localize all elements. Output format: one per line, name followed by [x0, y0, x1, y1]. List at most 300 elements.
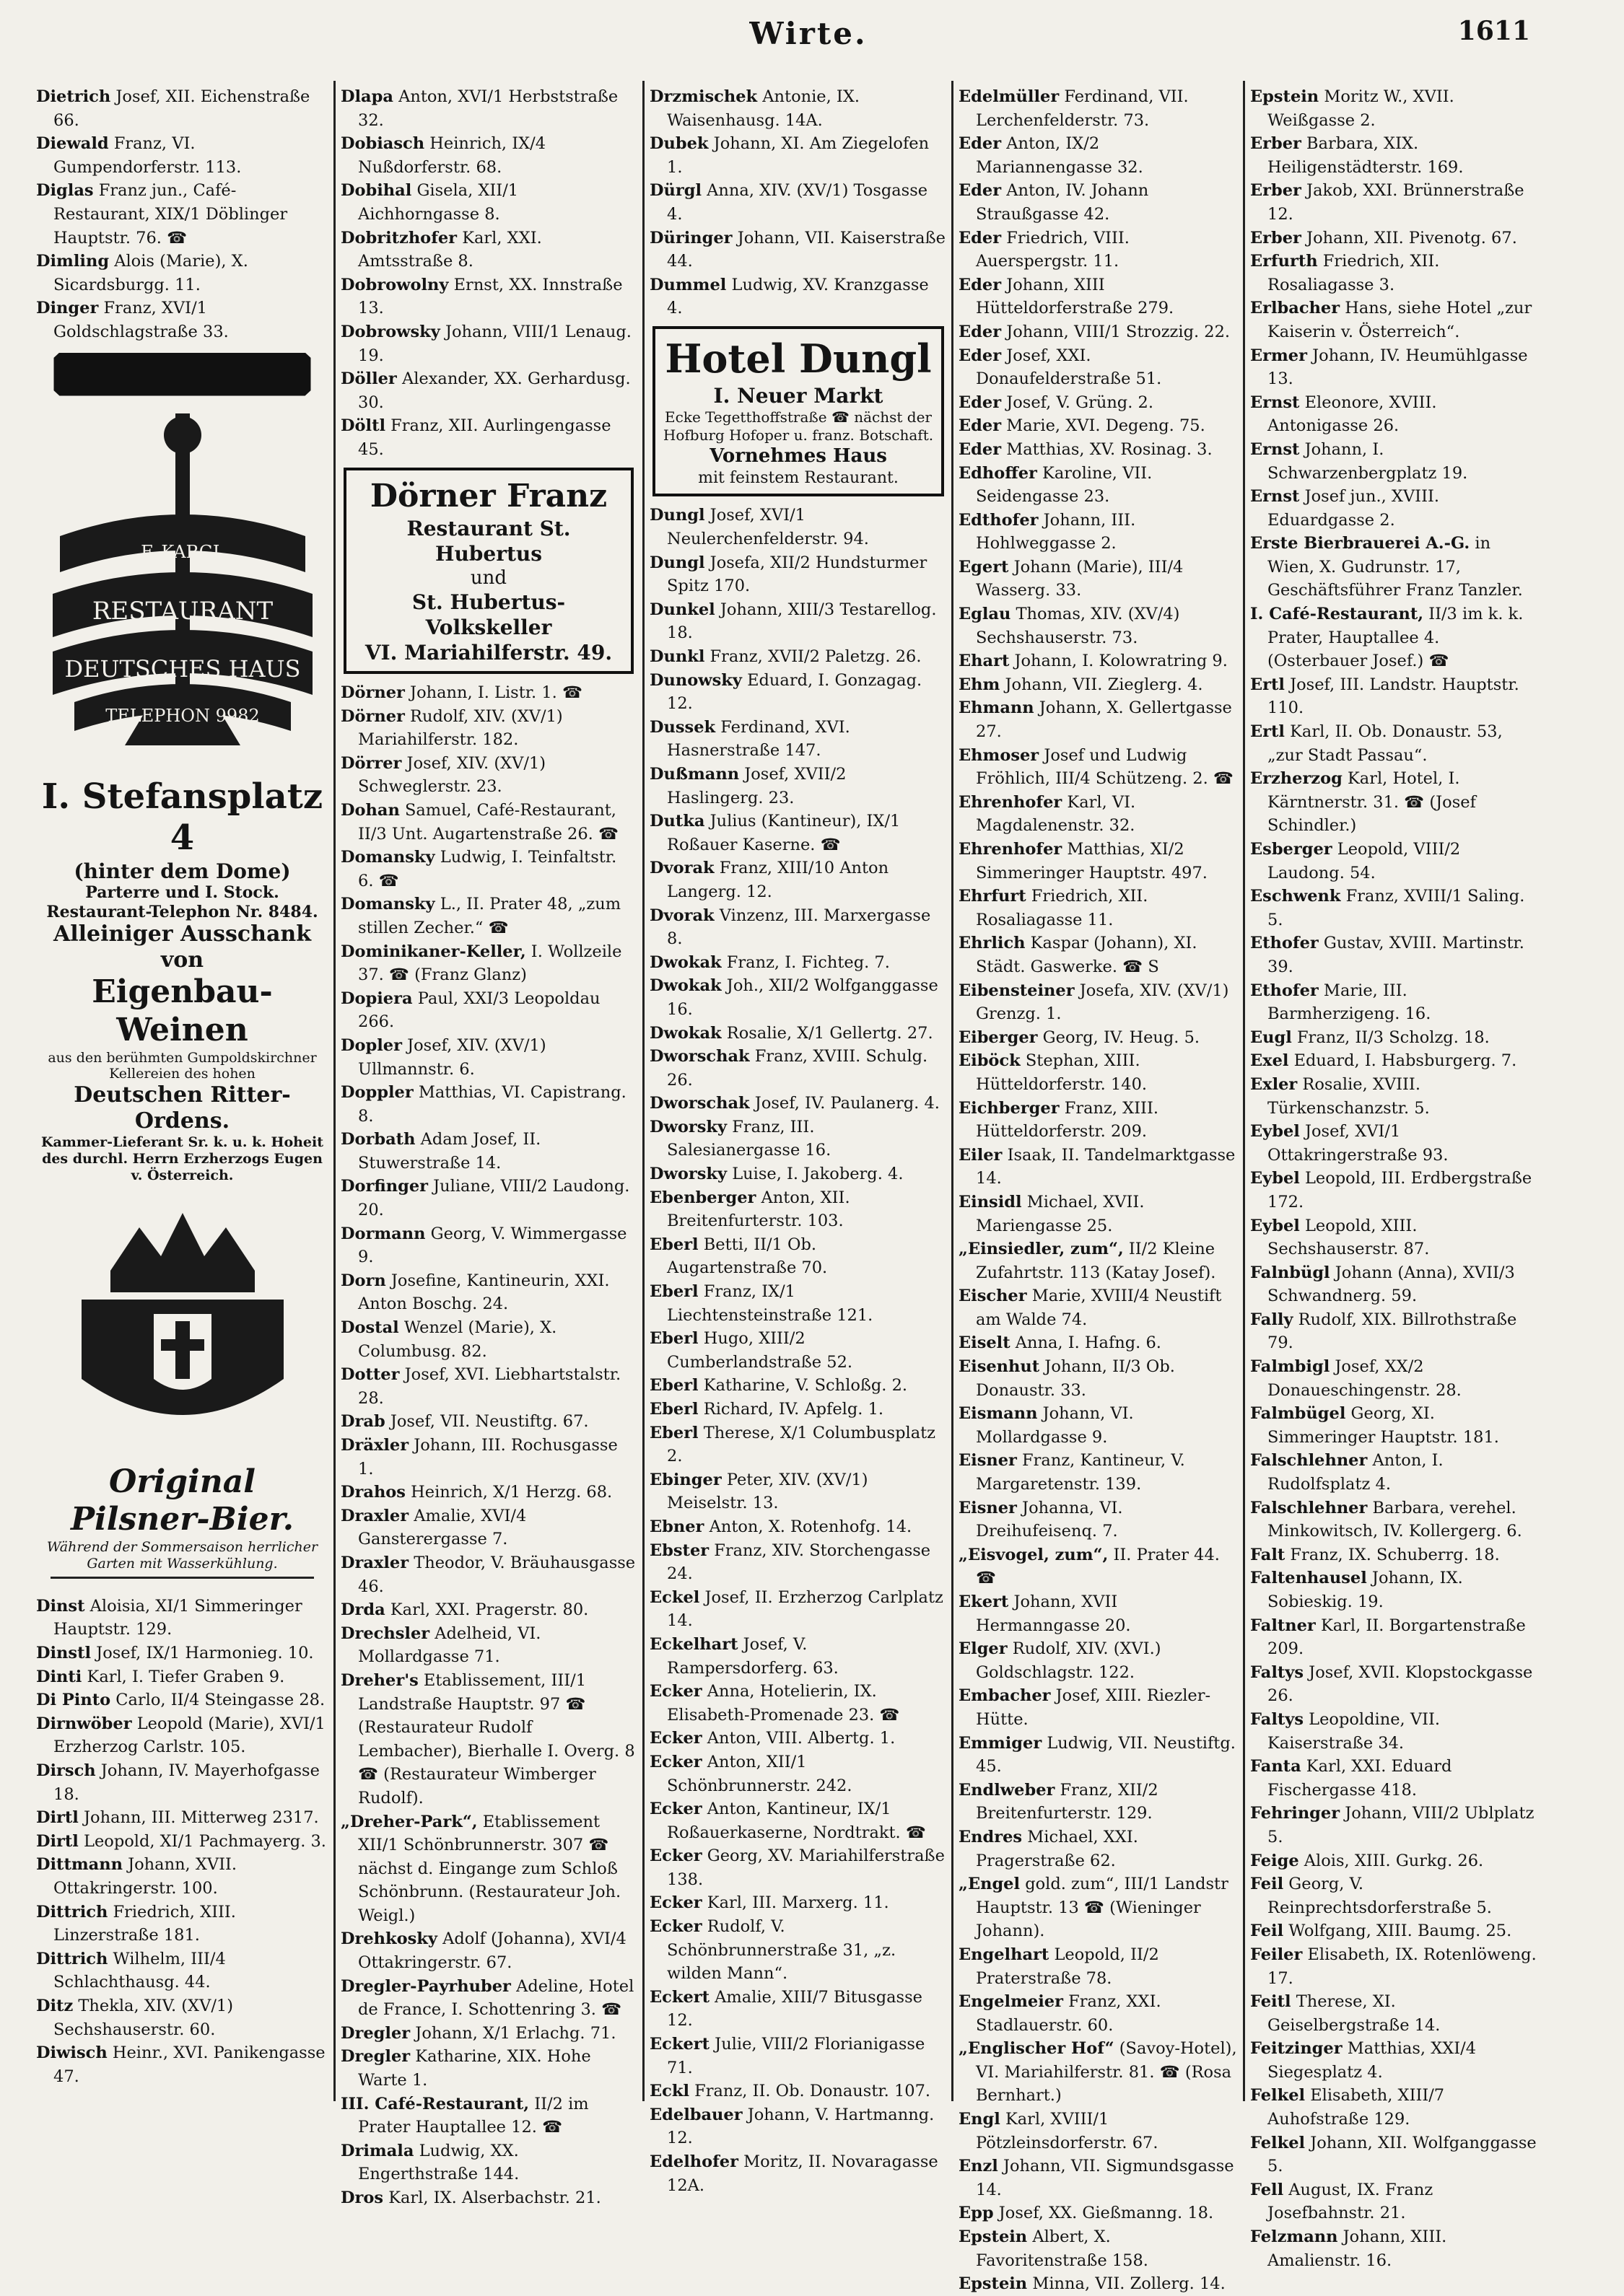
directory-entry — [36, 2041, 328, 2088]
entry-address: Johann, III. Rochusgasse 1. — [358, 1436, 618, 1478]
directory-entry — [341, 1410, 637, 1434]
directory-entry — [650, 598, 947, 645]
entry-name: Ebinger — [650, 1470, 722, 1489]
directory-entry — [650, 1797, 947, 1844]
column-rule — [642, 81, 645, 2101]
directory-entry — [1250, 1049, 1539, 1073]
entry-address: Adelheid, VI. Mollardgasse 71. — [358, 1624, 541, 1667]
directory-entry — [650, 1398, 947, 1421]
directory-entry — [650, 1539, 947, 1586]
directory-entry — [341, 1504, 637, 1551]
entry-name: Draxler — [341, 1506, 409, 1525]
entry-address: Etablissement XII/1 Schönbrunnerstr. 307 ☎ nächst d. Eingange zum Schloß Schönbrunn. (Restaurateur Joh. Weigl.) — [358, 1812, 621, 1925]
entry-address: Matthias, XV. Rosinag. 3. — [1001, 439, 1213, 459]
entry-name: Eisner — [959, 1451, 1017, 1471]
entry-name: Eberl — [650, 1376, 699, 1395]
entry-address: Franz, II. Ob. Donaustr. 107. — [689, 2082, 931, 2101]
entry-address: Kaspar (Johann), XI. Städt. Gaswerke. ☎ S — [976, 934, 1197, 976]
entry-name: Dummel — [650, 275, 727, 294]
directory-entry — [959, 556, 1239, 603]
entry-name: Edelhofer — [650, 2152, 738, 2171]
entry-address: Ludwig, I. Teinfaltstr. 6. ☎ — [358, 848, 617, 890]
entry-name: Eckert — [650, 2035, 710, 2054]
entry-address: Josef, XVI/1 Ottakringerstraße 93. — [1267, 1122, 1449, 1165]
entry-name: Elger — [959, 1639, 1008, 1659]
entry-address: Jakob, XXI. Brünnerstraße 12. — [1267, 181, 1524, 224]
directory-entry — [36, 85, 328, 132]
entry-address: Moritz, II. Novaragasse 12A. — [667, 2152, 938, 2195]
entry-name: Dittrich — [36, 1902, 108, 1922]
entry-name: Ebner — [650, 1517, 704, 1536]
entry-address: Franz jun., Café-Restaurant, XIX/1 Döblinger Hauptstr. 76. ☎ — [53, 181, 288, 247]
entry-address: Anna, I. Hafng. 6. — [1010, 1333, 1161, 1353]
directory-entry — [650, 856, 947, 903]
entry-name: Feil — [1250, 1922, 1284, 1941]
entry-address: Friedrich, XII. Rosaliagasse 11. — [976, 887, 1148, 929]
entry-name: Eiler — [959, 1145, 1003, 1165]
directory-entry — [341, 1975, 637, 2022]
entry-address: Josef, XX/2 Donaueschingenstr. 28. — [1267, 1357, 1462, 1400]
entry-address: Rudolf, XIV. (XV/1) Mariahilferstr. 182. — [358, 706, 563, 750]
entry-name: Engelmeier — [959, 1992, 1063, 2012]
entry-address: Karl, I. Tiefer Graben 9. — [82, 1667, 285, 1686]
entry-address: Anton, VIII. Albertg. 1. — [702, 1729, 896, 1748]
directory-entry — [1250, 1120, 1539, 1167]
entry-name: Eisenhut — [959, 1357, 1040, 1377]
directory-entry — [959, 1331, 1239, 1355]
directory-entry — [341, 987, 637, 1034]
entry-address: Johann, X/1 Erlachg. 71. — [410, 2023, 616, 2043]
directory-entry — [341, 940, 637, 987]
directory-entry — [341, 1269, 637, 1316]
entry-name: Domansky — [341, 895, 435, 914]
directory-entry — [341, 1081, 637, 1128]
directory-entry — [650, 1116, 947, 1162]
directory-entry — [36, 1712, 328, 1759]
entry-address: Anton, Kantineur, IX/1 Roßauerkaserne, Nordtrakt. ☎ — [667, 1800, 926, 1842]
entry-name: Ecker — [650, 1752, 702, 1771]
ad-floors: Parterre und I. Stock. — [85, 883, 279, 903]
entry-name: Eberl — [650, 1400, 699, 1419]
entry-address: Antonie, IX. Waisenhausg. 14A. — [667, 87, 860, 130]
directory-entry — [341, 799, 637, 846]
ad-sole: Alleiniger Ausschank von — [53, 921, 312, 973]
entry-address: Matthias, VI. Capistrang. 8. — [358, 1083, 627, 1126]
entry-name: Dobiasch — [341, 134, 425, 154]
directory-entry — [959, 2201, 1239, 2225]
entry-name: Dörrer — [341, 753, 402, 773]
directory-entry — [959, 1191, 1239, 1237]
entry-name: Ebenberger — [650, 1188, 756, 1207]
entry-name: Felzmann — [1250, 2227, 1338, 2247]
entry-name: Faltys — [1250, 1709, 1304, 1729]
entry-address: Ferdinand, VII. Lerchenfelderstr. 73. — [976, 87, 1189, 130]
ad-address: I. Stefansplatz 4 — [41, 776, 323, 859]
entry-address: II. Prater 44. ☎ — [976, 1545, 1220, 1588]
entry-name: Enzl — [959, 2157, 998, 2176]
entry-address: Heinrich, X/1 Herzg. 68. — [405, 1483, 613, 1502]
entry-address: Adeline, Hotel de France, I. Schottenring 3. ☎ — [358, 1976, 634, 2020]
entry-address: gold. zum“, III/1 Landstr Hauptstr. 13 ☎ (Wieninger Johann). — [976, 1875, 1228, 1941]
entry-name: Eckelhart — [650, 1634, 738, 1654]
directory-entry — [36, 1830, 328, 1854]
directory-entry — [36, 1642, 328, 1665]
entry-name: Eisner — [959, 1498, 1017, 1517]
directory-entry — [959, 1026, 1239, 1050]
entry-name: Draxler — [341, 1553, 409, 1572]
entry-name: Drimala — [341, 2141, 414, 2160]
entry-name: III. Café-Restaurant, — [341, 2094, 530, 2113]
entry-name: Dungl — [650, 506, 705, 525]
directory-entry — [341, 1222, 637, 1269]
entry-address: Anton, XVI/1 Herbststraße 32. — [358, 87, 619, 130]
entry-address: Albert, X. Favoritenstraße 158. — [976, 2227, 1148, 2270]
entry-name: Dunowsky — [650, 670, 742, 690]
entry-address: II/3 im k. k. Prater, Hauptallee 4. (Osterbauer Josef.) ☎ — [1267, 605, 1524, 671]
entry-name: Dittmann — [36, 1855, 123, 1875]
directory-entry — [1250, 1214, 1539, 1261]
ad-box-title: Hotel Dungl — [665, 335, 932, 382]
entry-name: Eiselt — [959, 1333, 1010, 1353]
entry-name: Dorbath — [341, 1130, 416, 1149]
entry-name: Ernst — [1250, 487, 1300, 507]
directory-entry — [1250, 2225, 1539, 2272]
entry-name: Dinger — [36, 299, 99, 318]
entry-address: Minna, VII. Zollerg. 14. — [1027, 2274, 1226, 2294]
entry-name: Falschlehner — [1250, 1498, 1368, 1517]
entry-address: Anton, IX/2 Mariannengasse 32. — [976, 134, 1143, 177]
entry-name: Dworsky — [650, 1165, 728, 1184]
directory-entry — [36, 1759, 328, 1806]
directory-entry — [959, 744, 1239, 791]
entry-address: Eduard, I. Habsburgerg. 7. — [1288, 1051, 1517, 1071]
entry-address: Rudolf, XIX. Billrothstraße 79. — [1267, 1310, 1517, 1353]
entry-address: Eduard, I. Gonzagag. 12. — [667, 670, 922, 714]
entry-name: Dietrich — [36, 87, 111, 106]
entry-address: Rudolf, XIV. (XVI.) Goldschlagstr. 122. — [976, 1639, 1161, 1682]
ad-desc: aus den berühmten Gumpoldskirchner Kellereien des hohen — [48, 1049, 317, 1082]
entry-address: Georg, XV. Mariahilferstraße 138. — [667, 1846, 945, 1889]
directory-entry — [36, 1901, 328, 1947]
entry-name: Epstein — [959, 2227, 1028, 2247]
entry-name: „Eisvogel, zum“, — [959, 1545, 1109, 1564]
entry-name: Domansky — [341, 848, 435, 867]
directory-entry — [1250, 1543, 1539, 1567]
directory-entry — [959, 344, 1239, 391]
directory-entry — [650, 763, 947, 810]
entry-name: Falmbigl — [1250, 1357, 1330, 1377]
directory-entry — [959, 1497, 1239, 1543]
entry-name: Eglau — [959, 605, 1011, 624]
entry-address: Ludwig, XV. Kranzgasse 4. — [667, 275, 929, 318]
entry-name: Ernst — [1250, 393, 1300, 412]
directory-entry — [341, 132, 637, 179]
entry-address: Josef und Ludwig Fröhlich, III/4 Schützeng. 2. ☎ — [976, 745, 1234, 789]
entry-name: Feitl — [1250, 1992, 1291, 2012]
directory-entry — [341, 2045, 637, 2092]
directory-entry — [959, 696, 1239, 743]
entry-address: Johann, VI. Mollardgasse 9. — [976, 1404, 1134, 1447]
entry-name: Ehm — [959, 675, 1000, 694]
entry-name: Epstein — [959, 2274, 1028, 2294]
entry-address: Friedrich, VIII. Auerspergstr. 11. — [976, 228, 1130, 271]
entry-name: Döller — [341, 369, 397, 389]
directory-entry — [1250, 344, 1539, 391]
directory-entry — [1250, 1614, 1539, 1661]
entry-name: Dinst — [36, 1596, 85, 1616]
entry-address: Johanna, VI. Dreihufeisenq. 7. — [976, 1498, 1123, 1541]
directory-entry — [959, 1449, 1239, 1496]
entry-name: Ertl — [1250, 675, 1285, 694]
entry-name: Eder — [959, 275, 1002, 294]
directory-entry — [650, 1092, 947, 1116]
entry-name: Dussek — [650, 717, 716, 737]
entry-address: Katharine, XIX. Hohe Warte 1. — [358, 2047, 591, 2090]
entry-name: Endres — [959, 1827, 1023, 1846]
entry-address: Johann, IV. Mayerhofgasse 18. — [53, 1761, 320, 1804]
entry-address: Georg, V. Reinprechtsdorferstraße 5. — [1267, 1875, 1492, 1917]
entry-address: Betti, II/1 Ob. Augartenstraße 70. — [667, 1235, 828, 1278]
directory-entry — [1250, 1872, 1539, 1919]
entry-address: Franz, III. Salesianergasse 16. — [667, 1117, 831, 1160]
column-1 — [36, 85, 328, 2113]
ad-box-line-5: mit feinstem Restaurant. — [698, 468, 899, 487]
entry-address: Richard, IV. Apfelg. 1. — [698, 1400, 884, 1419]
entry-name: Eder — [959, 439, 1002, 459]
directory-entry — [959, 1355, 1239, 1402]
entry-name: Erzherzog — [1250, 769, 1343, 789]
entry-address: Anna, XIV. (XV/1) Tosgasse 4. — [667, 181, 928, 224]
directory-entry — [650, 1162, 947, 1186]
entry-name: Dworschak — [650, 1094, 750, 1113]
directory-entry — [959, 1943, 1239, 1990]
directory-entry — [36, 1806, 328, 1830]
entry-name: Eschwenk — [1250, 887, 1341, 906]
entry-name: Dwokak — [650, 952, 722, 972]
directory-entry — [959, 1684, 1239, 1731]
entry-name: Drab — [341, 1412, 385, 1432]
entry-name: Dros — [341, 2188, 384, 2207]
entry-address: Josef, XVII. Klopstockgasse 26. — [1267, 1662, 1533, 1706]
entry-address: Georg, IV. Heug. 5. — [1037, 1027, 1200, 1047]
entry-address: Johann, VIII/1 Lenaug. 19. — [358, 322, 632, 365]
entry-name: Falnbügl — [1250, 1263, 1330, 1282]
directory-entry — [341, 1175, 637, 1222]
directory-entry — [1250, 673, 1539, 720]
emblem-text-3: DEUTSCHES HAUS — [64, 654, 300, 683]
directory-entry — [341, 893, 637, 939]
directory-entry — [959, 791, 1239, 838]
entry-address: Johann, I. Kolowratring 9. — [1009, 652, 1228, 671]
directory-entry — [1250, 1849, 1539, 1873]
entry-name: Exel — [1250, 1051, 1289, 1071]
entry-address: Johann, II/3 Ob. Donaustr. 33. — [976, 1357, 1175, 1400]
directory-entry — [650, 810, 947, 856]
directory-entry — [959, 979, 1239, 1026]
directory-entry — [341, 2139, 637, 2186]
entry-address: Franz, IX. Schuberrg. 18. — [1285, 1545, 1500, 1564]
directory-entry — [1250, 1755, 1539, 1802]
directory-entry — [650, 1327, 947, 1374]
entry-address: Franz, XII/2 Breitenfurterstr. 129. — [976, 1780, 1158, 1823]
directory-entry — [36, 250, 328, 297]
entry-name: Dostal — [341, 1318, 399, 1338]
entry-address: Josef jun., XVIII. Eduardgasse 2. — [1267, 487, 1439, 530]
entry-address: Samuel, Café-Restaurant, II/3 Unt. Augartenstraße 26. ☎ — [358, 800, 619, 844]
entry-name: Dinti — [36, 1667, 82, 1686]
entry-address: Karl, VI. Magdalenenstr. 32. — [976, 792, 1136, 836]
entry-name: Eismann — [959, 1404, 1038, 1424]
directory-entry — [959, 1049, 1239, 1096]
entry-address: Vinzenz, III. Marxergasse 8. — [667, 906, 931, 949]
entry-name: Falt — [1250, 1545, 1285, 1564]
ad-box-title: Dörner Franz — [370, 477, 608, 514]
entry-name: Dobritzhofer — [341, 228, 458, 247]
entry-name: Ehrlich — [959, 934, 1026, 953]
entry-name: Dunkel — [650, 600, 715, 619]
entry-name: Dotter — [341, 1365, 400, 1385]
entry-name: Epp — [959, 2204, 994, 2223]
entry-address: Franz, VI. Gumpendorferstr. 113. — [53, 134, 242, 177]
column-5 — [1250, 85, 1539, 2270]
entry-address: I. Wollzeile 37. ☎ (Franz Glanz) — [358, 942, 622, 985]
entry-address: Karl, IX. Alserbachstr. 21. — [383, 2188, 601, 2207]
directory-entry — [959, 391, 1239, 415]
entry-address: Amalie, XVI/4 Gansterergasse 7. — [358, 1506, 527, 1549]
entry-name: Dreher's — [341, 1670, 419, 1690]
entry-address: Adam Josef, II. Stuwerstraße 14. — [358, 1130, 541, 1173]
entry-name: Felkel — [1250, 2133, 1306, 2152]
entry-address: Therese, XI. Geiselbergstraße 14. — [1267, 1992, 1441, 2035]
entry-address: Johann, V. Hartmanng. 12. — [667, 2105, 935, 2148]
ad-divider — [51, 1577, 314, 1579]
entry-name: Dirsch — [36, 1761, 96, 1781]
entry-name: Ermer — [1250, 346, 1307, 365]
entry-address: Johann, I. Listr. 1. ☎ — [404, 683, 582, 702]
entry-address: Alois (Marie), X. Sicardsburgg. 11. — [53, 252, 248, 294]
column-rule — [1243, 81, 1245, 2101]
directory-entry — [959, 85, 1239, 132]
directory-entry — [650, 1421, 947, 1468]
directory-entry — [1250, 1073, 1539, 1120]
entry-address: L., II. Prater 48, „zum stillen Zecher.“ ☎ — [358, 895, 621, 937]
entry-name: Ehart — [959, 652, 1010, 671]
directory-entry — [341, 1622, 637, 1669]
directory-entry — [1250, 297, 1539, 343]
directory-entry — [650, 273, 947, 320]
entry-name: Erlbacher — [1250, 299, 1340, 318]
directory-entry — [1250, 767, 1539, 838]
entry-address: Matthias, XXI/4 Siegesplatz 4. — [1267, 2039, 1477, 2082]
directory-entry — [1250, 391, 1539, 438]
entry-name: Eckert — [650, 1987, 710, 2007]
entry-address: in Wien, X. Gudrunstr. 17, Geschäftsführer Franz Tanzler. — [1267, 534, 1523, 600]
entry-address: Paul, XXI/3 Leopoldau 266. — [358, 989, 601, 1032]
entry-address: Barbara, XIX. Heiligenstädterstr. 169. — [1267, 134, 1464, 177]
ad-beer-pilsner: Pilsner-Bier. — [70, 1501, 294, 1538]
entry-address: Josef, XIV. (XV/1) Ullmannstr. 6. — [358, 1035, 546, 1079]
directory-entry — [959, 1402, 1239, 1449]
directory-entry — [341, 1598, 637, 1622]
entry-address: Johann, X. Gellertgasse 27. — [976, 698, 1232, 742]
column-4 — [959, 85, 1239, 2294]
directory-entry — [650, 1280, 947, 1327]
directory-entry — [341, 1810, 637, 1928]
entry-address: Karl, III. Marxerg. 11. — [702, 1893, 889, 1913]
directory-entry — [959, 2155, 1239, 2201]
entry-address: Anton, X. Rotenhofg. 14. — [704, 1517, 912, 1536]
directory-entry — [1250, 1990, 1539, 2037]
directory-entry — [36, 1994, 328, 2041]
ad-order: Deutschen Ritter-Ordens. — [74, 1082, 291, 1134]
directory-entry — [650, 504, 947, 551]
entry-address: Josef, XVI/1 Neulerchenfelderstr. 94. — [667, 506, 869, 549]
entry-address: Marie, XVI. Degeng. 75. — [1001, 416, 1205, 436]
entry-address: Hugo, XIII/2 Cumberlandstraße 52. — [667, 1329, 853, 1372]
entry-name: Eischer — [959, 1287, 1027, 1306]
entry-address: Alois, XIII. Gurkg. 26. — [1298, 1851, 1484, 1870]
entry-name: Dorfinger — [341, 1177, 428, 1196]
entry-address: Franz, IX/1 Liechtensteinstraße 121. — [667, 1282, 873, 1325]
ad-box-line-2: Restaurant St. Hubertus — [406, 516, 571, 566]
entry-address: Johann, VIII/1 Strozzig. 22. — [1001, 322, 1231, 341]
entry-address: Franz, I. Fichteg. 7. — [721, 952, 890, 972]
entry-name: Dubek — [650, 134, 709, 154]
entry-address: Eleonore, XVIII. Antonigasse 26. — [1267, 393, 1437, 436]
entry-name: „Englischer Hof“ — [959, 2039, 1114, 2059]
directory-entry — [650, 1586, 947, 1633]
directory-entry — [1250, 979, 1539, 1026]
entry-name: Ehrenhofer — [959, 792, 1062, 812]
entry-address: Johann, XVII. Ottakringerstr. 100. — [53, 1855, 237, 1898]
entry-address: Thekla, XIV. (XV/1) Sechshauserstr. 60. — [53, 1996, 233, 2039]
entry-address: Franz, XVIII. Schulg. 26. — [667, 1047, 928, 1090]
entry-address: Aloisia, XI/1 Simmeringer Hauptstr. 129. — [53, 1596, 302, 1639]
entry-address: Josefine, Kantineurin, XXI. Anton Boschg. 24. — [358, 1271, 610, 1314]
entry-address: Franz, XVI/1 Goldschlagstraße 33. — [53, 299, 229, 341]
directory-entry — [959, 1097, 1239, 1144]
entry-address: Moritz W., XVII. Weißgasse 2. — [1267, 87, 1454, 130]
directory-entry — [959, 227, 1239, 273]
entry-name: Diwisch — [36, 2043, 108, 2063]
directory-entry — [650, 227, 947, 273]
directory-entry — [1250, 1355, 1539, 1402]
entry-address: Josef, XXI. Donaufelderstraße 51. — [976, 346, 1162, 389]
directory-entry — [650, 974, 947, 1021]
entry-name: Dwokak — [650, 1023, 722, 1043]
entry-address: Karl, XXI. Amtsstraße 8. — [358, 228, 542, 271]
entry-name: Feige — [1250, 1851, 1299, 1870]
entry-address: Michael, XXI. Pragerstraße 62. — [976, 1827, 1138, 1870]
entry-address: Marie, III. Barmherzigeng. 16. — [1267, 981, 1431, 1024]
entry-address: Ludwig, VII. Neustiftg. 45. — [976, 1733, 1236, 1776]
entry-address: Josef, III. Landstr. Hauptstr. 110. — [1267, 675, 1519, 718]
entry-name: Esberger — [1250, 840, 1332, 859]
directory-entry — [36, 179, 328, 250]
entry-name: Drahos — [341, 1483, 406, 1502]
entry-name: Düringer — [650, 228, 733, 247]
directory-entry — [1250, 132, 1539, 179]
entry-address: Heinrich, IX/4 Nußdorferstr. 68. — [358, 134, 546, 177]
entry-name: Dlapa — [341, 87, 393, 106]
entry-address: Johann, VII. Kaiserstraße 44. — [667, 228, 946, 271]
entry-name: Eybel — [1250, 1169, 1300, 1188]
entry-name: Eder — [959, 228, 1002, 247]
entry-name: Eiböck — [959, 1051, 1021, 1071]
entry-address: Heinr., XVI. Panikengasse 47. — [53, 2043, 326, 2086]
directory-entry — [959, 1144, 1239, 1191]
directory-entry — [650, 1515, 947, 1539]
